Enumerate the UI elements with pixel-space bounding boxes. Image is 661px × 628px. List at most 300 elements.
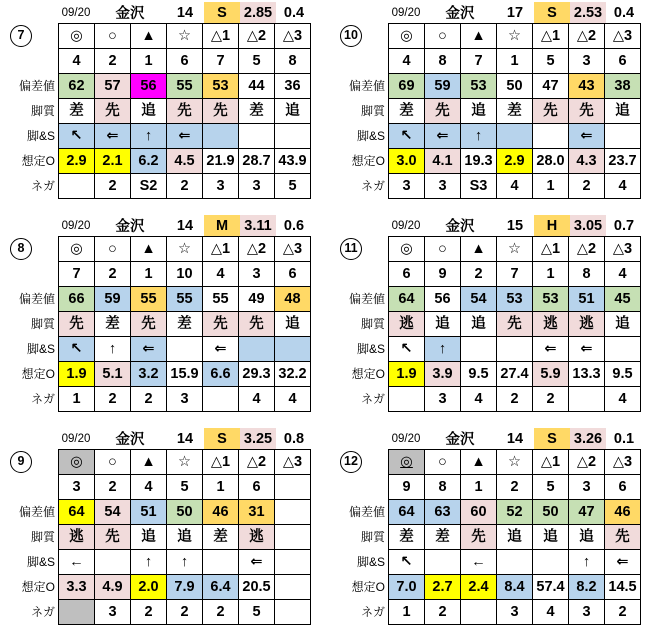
leg-s-cell [59, 550, 95, 575]
race-table-main [58, 428, 312, 625]
leg-s-cell [569, 124, 605, 149]
style-row [59, 99, 311, 124]
header-margin-value: 0.8 [283, 430, 305, 447]
horse-number-cell: 6 [167, 49, 203, 74]
race-table-main [58, 2, 312, 199]
mark-symbol: ▲ [471, 453, 486, 470]
expected-odds-cell: 29.3 [239, 362, 275, 387]
nega-cell: 2 [203, 600, 239, 625]
race-number-badge: 9 [10, 451, 32, 473]
mark-cell [425, 450, 461, 475]
mark-cell [497, 237, 533, 262]
leg-s-cell [461, 337, 497, 362]
leg-s-cell [425, 337, 461, 362]
nega-cell: 2 [533, 387, 569, 412]
expected-odds-cell: 2.9 [59, 149, 95, 174]
row-label-column [2, 2, 58, 199]
nega-cell: 2 [131, 387, 167, 412]
nega-cell: 3 [497, 600, 533, 625]
arrow-up-icon: ↑ [108, 340, 117, 357]
arrow-double-left-icon: ⇐ [580, 127, 593, 144]
running-style-cell: 先 [167, 99, 203, 124]
odds-row [59, 362, 311, 387]
horse-number-cell: 6 [605, 475, 641, 500]
row-label-running-style: 脚質 [360, 317, 385, 331]
arrow-up-left-icon: ↖ [400, 553, 413, 570]
mark-symbol: ☆ [178, 453, 191, 470]
header-race-number: 17 [506, 4, 524, 21]
nega-cell: 2 [605, 600, 641, 625]
marks-row [389, 450, 641, 475]
arrow-left-icon: ← [69, 553, 84, 570]
nega-cell: 4 [239, 387, 275, 412]
leg-s-cell [131, 550, 167, 575]
expected-odds-cell: 8.2 [569, 575, 605, 600]
header-odds-value: 3.25 [240, 428, 276, 449]
expected-odds-cell: 2.0 [131, 575, 167, 600]
horse-number-cell: 10 [167, 262, 203, 287]
deviation-cell: 31 [239, 500, 275, 525]
header-pace: M [204, 215, 240, 236]
race-table-main [388, 2, 642, 199]
row-label-leg-s: 脚&S [26, 555, 55, 569]
mark-symbol: ☆ [508, 453, 521, 470]
mark-symbol: △2 [246, 27, 267, 44]
running-style-cell: 先 [533, 99, 569, 124]
race-number-badge: 7 [10, 25, 32, 47]
header-margin-value: 0.6 [283, 217, 305, 234]
horse-number-cell: 1 [203, 475, 239, 500]
mark-symbol: ☆ [178, 27, 191, 44]
mark-cell [569, 24, 605, 49]
race-grid [388, 236, 641, 412]
legs-row [59, 124, 311, 149]
mark-cell [131, 24, 167, 49]
arrow-double-left-icon: ⇐ [544, 340, 557, 357]
leg-s-cell [239, 337, 275, 362]
num-row [59, 262, 311, 287]
deviation-cell: 54 [95, 500, 131, 525]
leg-s-cell [497, 550, 533, 575]
header-track: 金沢 [445, 6, 475, 22]
row-label-deviation: 偏差値 [18, 505, 55, 519]
style-row [389, 312, 641, 337]
expected-odds-cell: 7.9 [167, 575, 203, 600]
num-row [389, 475, 641, 500]
leg-s-cell [203, 124, 239, 149]
race-number-row [332, 236, 388, 261]
running-style-cell: 追 [131, 99, 167, 124]
row-label-expected-odds: 想定O [21, 580, 55, 594]
expected-odds-cell: 27.4 [497, 362, 533, 387]
header-track: 金沢 [445, 432, 475, 448]
num-row [59, 49, 311, 74]
expected-odds-cell: 6.2 [131, 149, 167, 174]
running-style-cell: 先 [203, 312, 239, 337]
mark-symbol: △3 [282, 453, 303, 470]
mark-cell [605, 237, 641, 262]
race-header [58, 2, 312, 23]
nega-cell [59, 174, 95, 199]
race-block-11 [332, 215, 642, 412]
mark-cell [239, 450, 275, 475]
deviation-cell: 59 [425, 74, 461, 99]
horse-number-cell: 3 [239, 262, 275, 287]
odds-row [389, 362, 641, 387]
arrow-double-left-icon: ⇐ [214, 340, 227, 357]
legs-row [389, 124, 641, 149]
mark-cell [461, 24, 497, 49]
horse-number-cell: 7 [59, 262, 95, 287]
deviation-cell: 64 [389, 287, 425, 312]
deviation-cell: 55 [203, 287, 239, 312]
header-margin-value: 0.7 [613, 217, 635, 234]
leg-s-cell [59, 337, 95, 362]
deviation-cell: 51 [569, 287, 605, 312]
num-row [389, 49, 641, 74]
mark-symbol: ▲ [471, 27, 486, 44]
horse-number-cell: 1 [497, 49, 533, 74]
header-pace: S [534, 428, 570, 449]
deviation-cell: 45 [605, 287, 641, 312]
running-style-cell: 先 [131, 312, 167, 337]
row-label-running-style: 脚質 [30, 317, 55, 331]
row-label-column [332, 215, 388, 412]
deviation-cell: 43 [569, 74, 605, 99]
row-label-nega: ネガ [360, 605, 385, 619]
expected-odds-cell: 1.9 [59, 362, 95, 387]
nega-cell [275, 600, 311, 625]
deviation-cell: 47 [533, 74, 569, 99]
nega-cell: 2 [167, 600, 203, 625]
leg-s-cell [167, 337, 203, 362]
horse-number-cell: 3 [569, 475, 605, 500]
leg-s-cell [497, 337, 533, 362]
mark-cell [95, 24, 131, 49]
row-label-deviation: 偏差値 [18, 79, 55, 93]
mark-symbol: △3 [612, 453, 633, 470]
deviation-cell: 53 [533, 287, 569, 312]
horse-number-cell: 4 [59, 49, 95, 74]
deviation-cell: 38 [605, 74, 641, 99]
horse-number-cell: 2 [497, 475, 533, 500]
mark-symbol: ◎ [400, 240, 413, 257]
deviation-cell: 50 [533, 500, 569, 525]
expected-odds-cell: 21.9 [203, 149, 239, 174]
leg-s-cell [497, 124, 533, 149]
mark-symbol: △1 [210, 240, 231, 257]
mark-symbol: ▲ [141, 453, 156, 470]
nega-cell [389, 387, 425, 412]
race-grid [58, 23, 311, 199]
header-margin-value: 0.1 [613, 430, 635, 447]
deviation-cell: 57 [95, 74, 131, 99]
header-spacer [2, 215, 58, 236]
arrow-up-icon: ↑ [438, 340, 447, 357]
header-spacer [2, 2, 58, 23]
mark-symbol: ▲ [141, 240, 156, 257]
marks-row [389, 24, 641, 49]
expected-odds-cell: 6.4 [203, 575, 239, 600]
expected-odds-cell: 9.5 [461, 362, 497, 387]
expected-odds-cell: 19.3 [461, 149, 497, 174]
mark-symbol: △2 [246, 453, 267, 470]
expected-odds-cell: 4.1 [425, 149, 461, 174]
row-label-column [2, 428, 58, 625]
race-header [388, 2, 642, 23]
mark-cell [461, 450, 497, 475]
running-style-cell: 先 [95, 525, 131, 550]
race-number-row [332, 23, 388, 48]
nega-cell: 2 [569, 174, 605, 199]
deviation-cell: 47 [569, 500, 605, 525]
mark-cell [275, 450, 311, 475]
deviation-cell [275, 500, 311, 525]
num-row [389, 262, 641, 287]
horse-number-cell: 1 [461, 475, 497, 500]
deviation-cell: 50 [167, 500, 203, 525]
odds-row [389, 575, 641, 600]
row-label-leg-s: 脚&S [26, 129, 55, 143]
header-date: 09/20 [61, 219, 91, 232]
row-label-deviation: 偏差値 [348, 292, 385, 306]
mark-symbol: ○ [438, 27, 447, 44]
mark-cell [95, 450, 131, 475]
running-style-cell: 逃 [569, 312, 605, 337]
mark-cell [533, 450, 569, 475]
race-number-row [2, 449, 58, 474]
mark-cell [167, 450, 203, 475]
row-label-expected-odds: 想定O [21, 367, 55, 381]
row-label-empty [332, 48, 388, 73]
nega-cell: 3 [425, 387, 461, 412]
marks-row [59, 450, 311, 475]
arrow-double-left-icon: ⇐ [106, 127, 119, 144]
mark-symbol: ○ [108, 453, 117, 470]
header-race-number: 15 [506, 217, 524, 234]
race-number-badge: 10 [340, 25, 362, 47]
expected-odds-cell: 9.5 [605, 362, 641, 387]
running-style-cell: 追 [275, 312, 311, 337]
header-pace: H [534, 215, 570, 236]
row-label-expected-odds: 想定O [21, 154, 55, 168]
mark-cell [59, 237, 95, 262]
odds-row [59, 575, 311, 600]
nega-cell [203, 387, 239, 412]
horse-number-cell: 2 [461, 262, 497, 287]
header-spacer [332, 2, 388, 23]
expected-odds-cell: 3.0 [389, 149, 425, 174]
mark-cell [275, 24, 311, 49]
mark-symbol: △1 [210, 27, 231, 44]
mark-symbol: △1 [210, 453, 231, 470]
mark-cell [203, 450, 239, 475]
dev-row [59, 287, 311, 312]
legs-row [389, 337, 641, 362]
leg-s-cell [605, 124, 641, 149]
horse-number-cell: 5 [239, 49, 275, 74]
nega-cell: 3 [569, 600, 605, 625]
arrow-up-icon: ↑ [144, 553, 153, 570]
style-row [389, 525, 641, 550]
nega-row [389, 600, 641, 625]
expected-odds-cell: 8.4 [497, 575, 533, 600]
nega-cell: 3 [203, 174, 239, 199]
running-style-cell: 差 [203, 525, 239, 550]
nega-cell: 2 [497, 387, 533, 412]
header-date: 09/20 [391, 219, 421, 232]
marks-row [389, 237, 641, 262]
running-style-cell: 追 [425, 312, 461, 337]
expected-odds-cell: 15.9 [167, 362, 203, 387]
leg-s-cell [95, 337, 131, 362]
row-label-running-style: 脚質 [30, 530, 55, 544]
row-label-empty [2, 261, 58, 286]
deviation-cell: 56 [425, 287, 461, 312]
expected-odds-cell: 5.9 [533, 362, 569, 387]
race-block-8 [2, 215, 312, 412]
race-grid [388, 23, 641, 199]
header-race-number: 14 [176, 217, 194, 234]
header-track: 金沢 [445, 219, 475, 235]
running-style-cell: 追 [605, 99, 641, 124]
mark-symbol: ☆ [178, 240, 191, 257]
running-style-cell: 逃 [59, 525, 95, 550]
mark-symbol: ▲ [141, 27, 156, 44]
dev-row [59, 74, 311, 99]
running-style-cell: 先 [59, 312, 95, 337]
deviation-cell: 53 [461, 74, 497, 99]
horse-number-cell: 4 [131, 475, 167, 500]
expected-odds-cell: 3.9 [425, 362, 461, 387]
running-style-cell: 差 [59, 99, 95, 124]
running-style-cell: 逃 [239, 525, 275, 550]
row-label-column [332, 428, 388, 625]
leg-s-cell [389, 550, 425, 575]
leg-s-cell [461, 550, 497, 575]
deviation-cell: 60 [461, 500, 497, 525]
running-style-cell: 差 [497, 99, 533, 124]
header-pace: S [204, 428, 240, 449]
horse-number-cell: 6 [239, 475, 275, 500]
mark-symbol: ○ [108, 27, 117, 44]
mark-symbol: ○ [438, 240, 447, 257]
nega-row [59, 387, 311, 412]
mark-cell [569, 237, 605, 262]
nega-row [389, 174, 641, 199]
deviation-cell: 36 [275, 74, 311, 99]
row-label-leg-s: 脚&S [356, 129, 385, 143]
row-label-leg-s: 脚&S [356, 342, 385, 356]
mark-cell [203, 237, 239, 262]
horse-number-cell: 2 [95, 262, 131, 287]
deviation-cell: 51 [131, 500, 167, 525]
race-header [388, 215, 642, 236]
deviation-cell: 46 [203, 500, 239, 525]
running-style-cell: 先 [95, 99, 131, 124]
expected-odds-cell: 28.7 [239, 149, 275, 174]
horse-number-cell [275, 475, 311, 500]
leg-s-cell [275, 550, 311, 575]
nega-row [59, 600, 311, 625]
horse-number-cell: 5 [533, 475, 569, 500]
header-odds-value: 2.85 [240, 2, 276, 23]
leg-s-cell [59, 124, 95, 149]
deviation-cell: 44 [239, 74, 275, 99]
running-style-cell: 追 [569, 525, 605, 550]
nega-cell: 3 [425, 174, 461, 199]
header-date: 09/20 [391, 6, 421, 19]
row-label-empty [2, 474, 58, 499]
nega-cell: 2 [131, 600, 167, 625]
running-style-cell: 差 [239, 99, 275, 124]
arrow-up-left-icon: ↖ [400, 340, 413, 357]
dev-row [59, 500, 311, 525]
deviation-cell: 55 [167, 74, 203, 99]
mark-cell [533, 237, 569, 262]
row-label-running-style: 脚質 [360, 104, 385, 118]
expected-odds-cell: 3.2 [131, 362, 167, 387]
legs-row [59, 550, 311, 575]
mark-cell [59, 24, 95, 49]
odds-row [59, 149, 311, 174]
leg-s-cell [203, 550, 239, 575]
header-race-number: 14 [506, 430, 524, 447]
header-date: 09/20 [391, 432, 421, 445]
deviation-cell: 52 [497, 500, 533, 525]
num-row [59, 475, 311, 500]
mark-symbol: ◎ [70, 27, 83, 44]
expected-odds-cell: 20.5 [239, 575, 275, 600]
mark-cell [275, 237, 311, 262]
horse-number-cell: 7 [203, 49, 239, 74]
expected-odds-cell: 2.9 [497, 149, 533, 174]
mark-symbol: △3 [282, 27, 303, 44]
expected-odds-cell: 2.4 [461, 575, 497, 600]
nega-cell: 1 [59, 387, 95, 412]
running-style-cell: 差 [95, 312, 131, 337]
expected-odds-cell: 5.1 [95, 362, 131, 387]
row-label-deviation: 偏差値 [348, 79, 385, 93]
horse-number-cell: 7 [461, 49, 497, 74]
header-pace: S [534, 2, 570, 23]
mark-symbol: ○ [108, 240, 117, 257]
nega-cell [59, 600, 95, 625]
row-label-column [2, 215, 58, 412]
race-number-badge: 11 [340, 238, 362, 260]
expected-odds-cell: 13.3 [569, 362, 605, 387]
arrow-up-icon: ↑ [582, 553, 591, 570]
dev-row [389, 500, 641, 525]
header-odds-value: 2.53 [570, 2, 606, 23]
nega-row [59, 174, 311, 199]
row-label-nega: ネガ [360, 392, 385, 406]
expected-odds-cell: 14.5 [605, 575, 641, 600]
running-style-cell: 先 [569, 99, 605, 124]
nega-cell: 3 [239, 174, 275, 199]
race-table-main [58, 215, 312, 412]
arrow-up-left-icon: ↖ [70, 340, 83, 357]
running-style-cell [275, 525, 311, 550]
mark-cell [389, 237, 425, 262]
deviation-cell: 62 [59, 74, 95, 99]
mark-cell [203, 24, 239, 49]
leg-s-cell [425, 550, 461, 575]
race-number-badge: 8 [10, 238, 32, 260]
mark-symbol: ○ [438, 453, 447, 470]
horse-number-cell: 5 [533, 49, 569, 74]
horse-number-cell: 6 [389, 262, 425, 287]
